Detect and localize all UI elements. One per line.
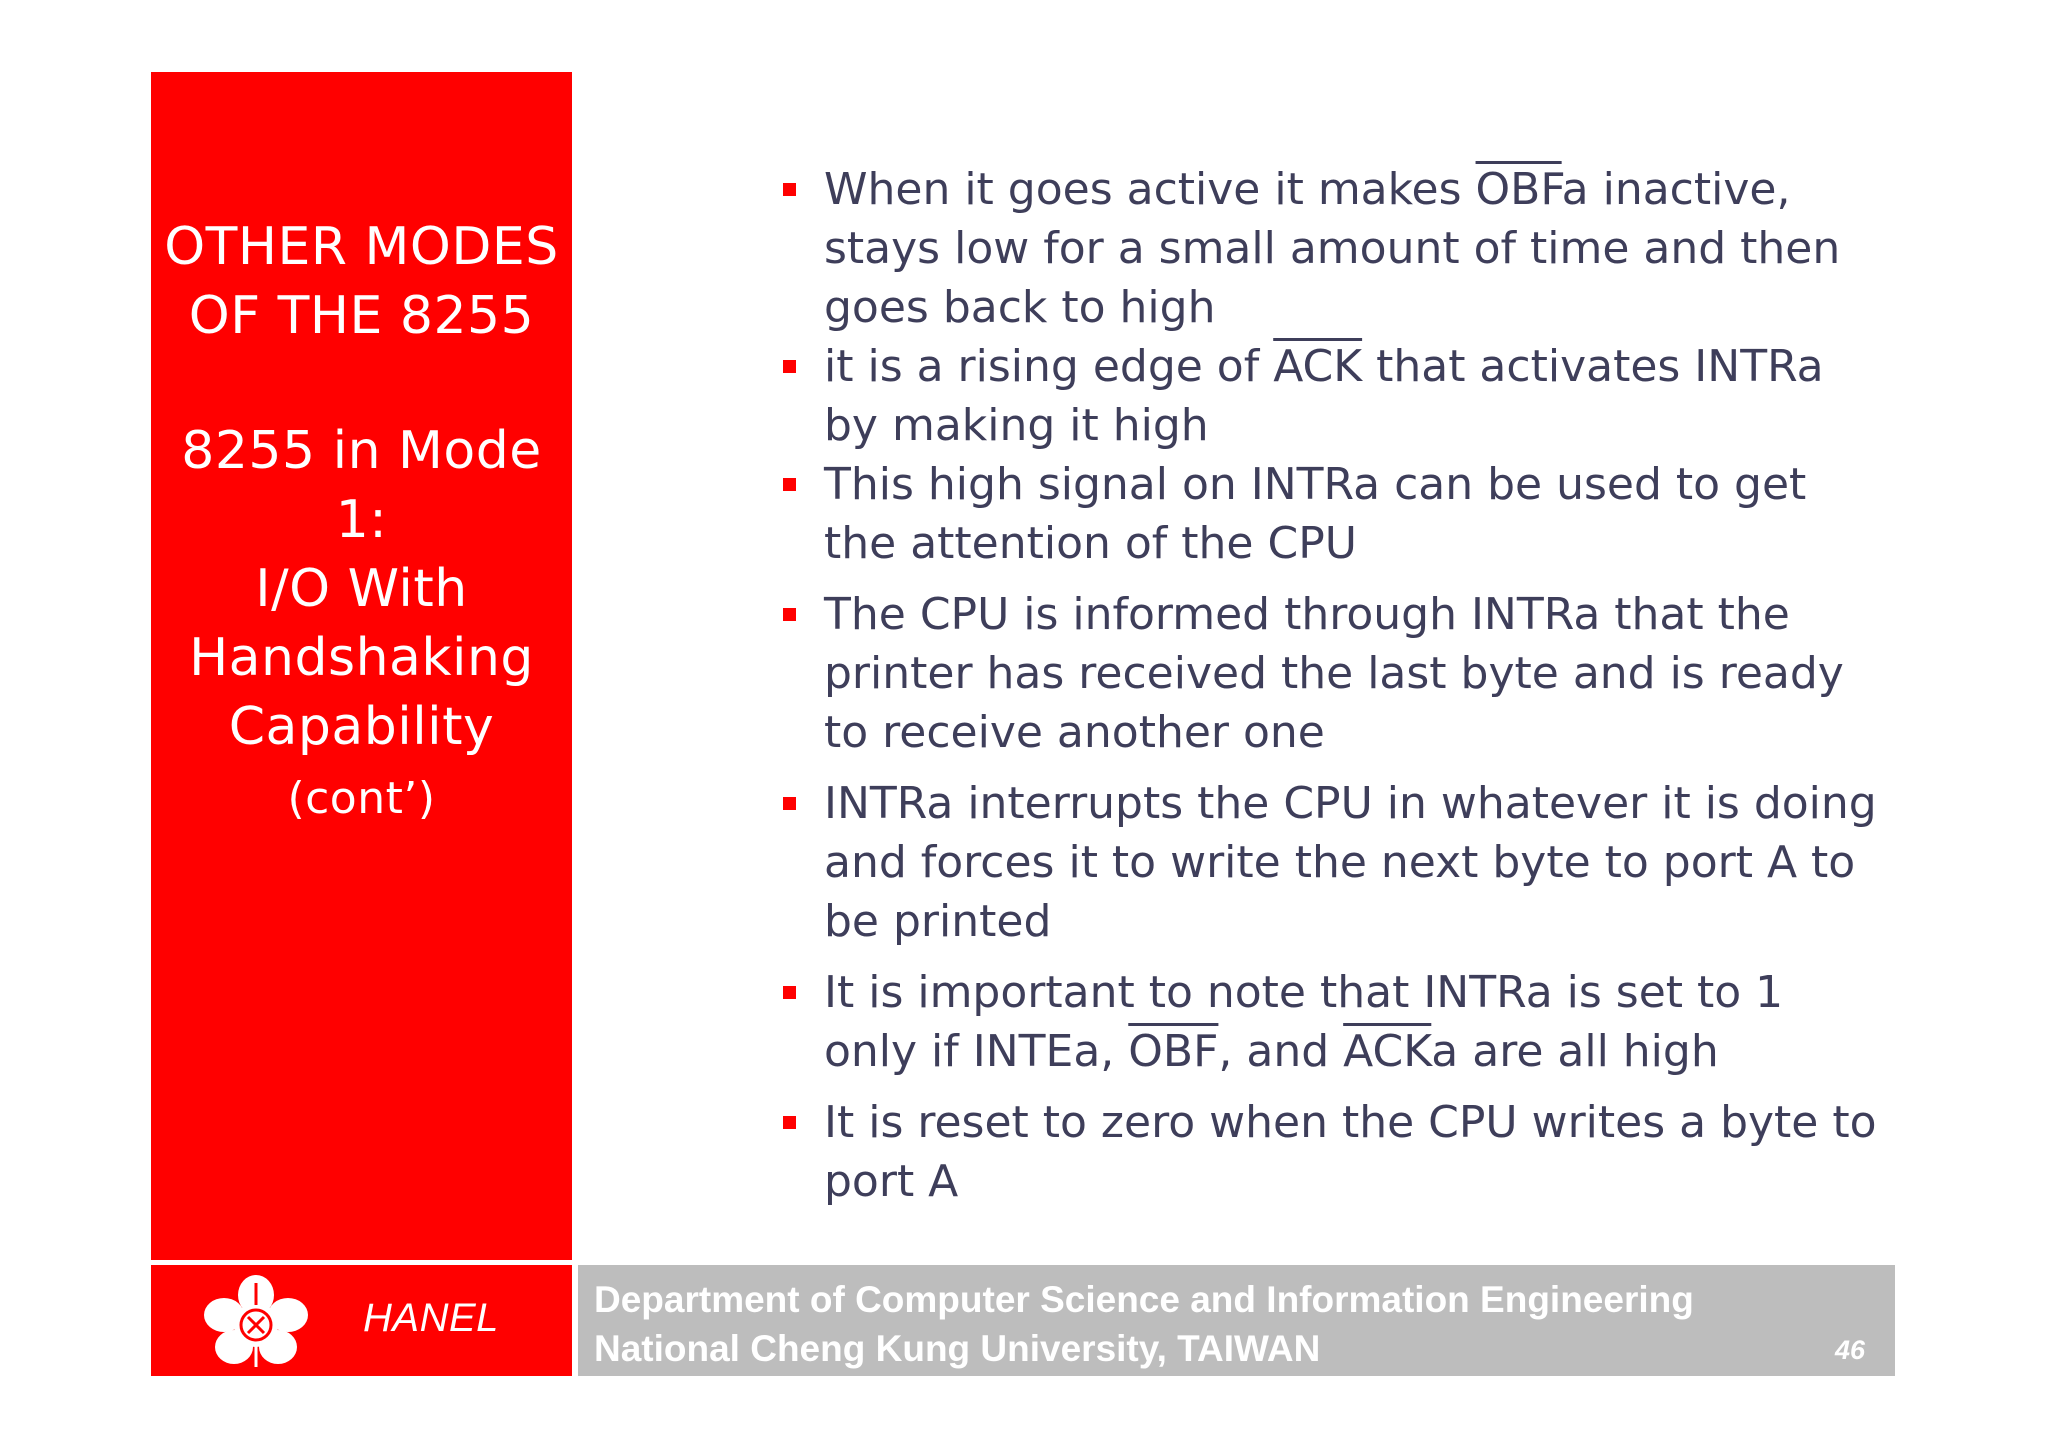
university-line: National Cheng Kung University, TAIWAN [594,1328,1321,1369]
bullet-text: This high signal on INTRa can be used to get the attention of the CPU [824,459,1807,569]
subtitle-word: Capability [228,697,495,757]
bullet-text: a are all high [1431,1026,1719,1077]
slide-title [151,213,572,833]
bullet-item [780,160,1880,337]
title-line: OF THE 8255 [188,286,535,346]
bullet-item [780,1093,1880,1211]
signal-ack-overline: $\overline{ACK}$ [1343,1026,1432,1077]
title-line: OTHER MODES [164,217,559,277]
cont-suffix: (cont’) [287,773,436,824]
signal-obf-overline: $\overline{OBF}$ [1128,1026,1219,1077]
signal-obf-overline: $\overline{OBF}$ [1475,164,1562,215]
bullet-text: The CPU is informed through INTRa that the printer has received the last byte and is ready to receive another one [824,589,1844,758]
subtitle-line: Handshaking [189,628,534,688]
footer-logo-block [151,1265,572,1376]
bullet-item [780,774,1880,951]
bullet-item [780,337,1880,455]
bullet-text: it is a rising edge of [824,341,1274,392]
title-panel [151,72,572,1260]
bullet-text: It is reset to zero when the CPU writes a byte to port A [824,1097,1877,1207]
bullet-text: that activates INTRa by making it high [824,341,1824,451]
university-emblem-icon [200,1273,312,1369]
bullet-text: , and [1218,1026,1344,1077]
bullet-square-icon [783,1116,796,1129]
bullet-square-icon [783,608,796,621]
bullet-text: When it goes active it makes [824,164,1476,215]
bullet-square-icon [783,986,796,999]
bullet-text: a inactive, stays low for a small amount of time and then goes back to high [824,164,1841,333]
bullet-square-icon [783,360,796,373]
bullet-text: It is important to note that INTRa is set to 1 only if INTEa, [824,967,1784,1077]
signal-ack-overline: $\overline{ACK}$ [1273,341,1363,392]
author-name: HANEL [363,1296,499,1340]
department-text [594,1275,1694,1373]
footer-bar [578,1265,1895,1376]
bullet-item [780,585,1880,762]
subtitle-line [151,693,572,833]
subtitle-line: I/O With [255,559,468,619]
page-number: 46 [1834,1335,1865,1365]
bullet-text: INTRa interrupts the CPU in whatever it is doing and forces it to write the next byte to port A to be printed [824,778,1877,947]
department-line: Department of Computer Science and Information Engineering [594,1279,1694,1320]
bullet-item [780,455,1880,573]
bullet-list [780,160,1880,1223]
bullet-square-icon [783,797,796,810]
bullet-square-icon [783,183,796,196]
bullet-square-icon [783,478,796,491]
subtitle-line: 8255 in Mode 1: [181,421,542,550]
bullet-item [780,963,1880,1081]
